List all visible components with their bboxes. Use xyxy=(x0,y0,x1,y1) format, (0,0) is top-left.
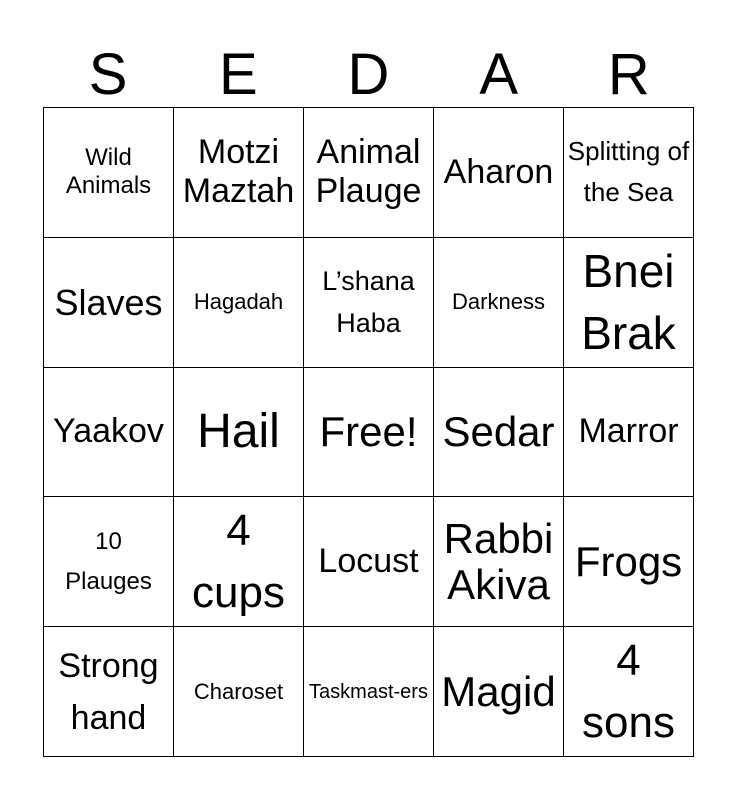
cell-label: Splitting of the Sea xyxy=(567,136,690,208)
cell-label: Charoset xyxy=(193,678,284,704)
bingo-cell[interactable] xyxy=(434,368,564,498)
cell-label: Taskmast-ers xyxy=(309,680,428,703)
cell-label: Locust xyxy=(318,542,419,581)
bingo-cell[interactable] xyxy=(564,368,694,498)
bingo-cell[interactable] xyxy=(434,108,564,238)
bingo-cell[interactable] xyxy=(174,627,304,757)
bingo-cell[interactable] xyxy=(44,368,174,498)
bingo-cell[interactable] xyxy=(174,497,304,627)
cell-label: Wild Animals xyxy=(65,144,152,200)
bingo-cell[interactable] xyxy=(564,108,694,238)
cell-label: Magid xyxy=(441,667,556,715)
cell-label: Free! xyxy=(319,407,418,455)
header-letter-a: A xyxy=(479,42,518,107)
cell-label: Slaves xyxy=(54,281,163,323)
bingo-cell[interactable] xyxy=(564,497,694,627)
bingo-cell[interactable] xyxy=(174,238,304,368)
cell-label: Animal Plauge xyxy=(315,133,422,211)
cell-label: Aharon xyxy=(443,152,554,191)
bingo-cell[interactable] xyxy=(174,108,304,238)
bingo-card-grid xyxy=(43,107,694,757)
bingo-cell[interactable] xyxy=(434,497,564,627)
cell-label: Hail xyxy=(197,404,280,458)
header-letter-r: R xyxy=(607,42,650,107)
bingo-cell[interactable] xyxy=(304,497,434,627)
cell-label: Darkness xyxy=(452,289,545,315)
bingo-cell[interactable] xyxy=(44,627,174,757)
header-letter-d: D xyxy=(347,42,390,107)
cell-label: Yaakov xyxy=(53,412,164,451)
cell-label: 4 sons xyxy=(582,635,675,747)
bingo-cell[interactable] xyxy=(44,108,174,238)
cell-label: Marror xyxy=(578,412,679,451)
header-letter-e: E xyxy=(218,42,258,107)
bingo-cell[interactable] xyxy=(304,627,434,757)
cell-label: Strong hand xyxy=(58,646,159,737)
cell-label: Frogs xyxy=(574,537,683,585)
bingo-cell[interactable] xyxy=(304,368,434,498)
header-letter-s: S xyxy=(88,42,128,107)
bingo-cell[interactable] xyxy=(44,497,174,627)
cell-label: Motzi Maztah xyxy=(182,133,295,211)
bingo-cell[interactable] xyxy=(174,368,304,498)
cell-label: Sedar xyxy=(442,407,555,455)
cell-label: Bnei Brak xyxy=(581,245,676,360)
bingo-cell[interactable] xyxy=(564,238,694,368)
cell-label: 10 Plauges xyxy=(65,527,152,595)
bingo-cell[interactable] xyxy=(434,238,564,368)
cell-label: Rabbi Akiva xyxy=(443,514,554,608)
bingo-cell[interactable] xyxy=(304,238,434,368)
bingo-header xyxy=(43,44,694,106)
bingo-cell[interactable] xyxy=(564,627,694,757)
bingo-cell[interactable] xyxy=(304,108,434,238)
cell-label: L’shana Haba xyxy=(322,266,415,339)
cell-label: Hagadah xyxy=(193,289,284,315)
bingo-cell[interactable] xyxy=(434,627,564,757)
bingo-cell[interactable] xyxy=(44,238,174,368)
cell-label: 4 cups xyxy=(192,505,285,617)
